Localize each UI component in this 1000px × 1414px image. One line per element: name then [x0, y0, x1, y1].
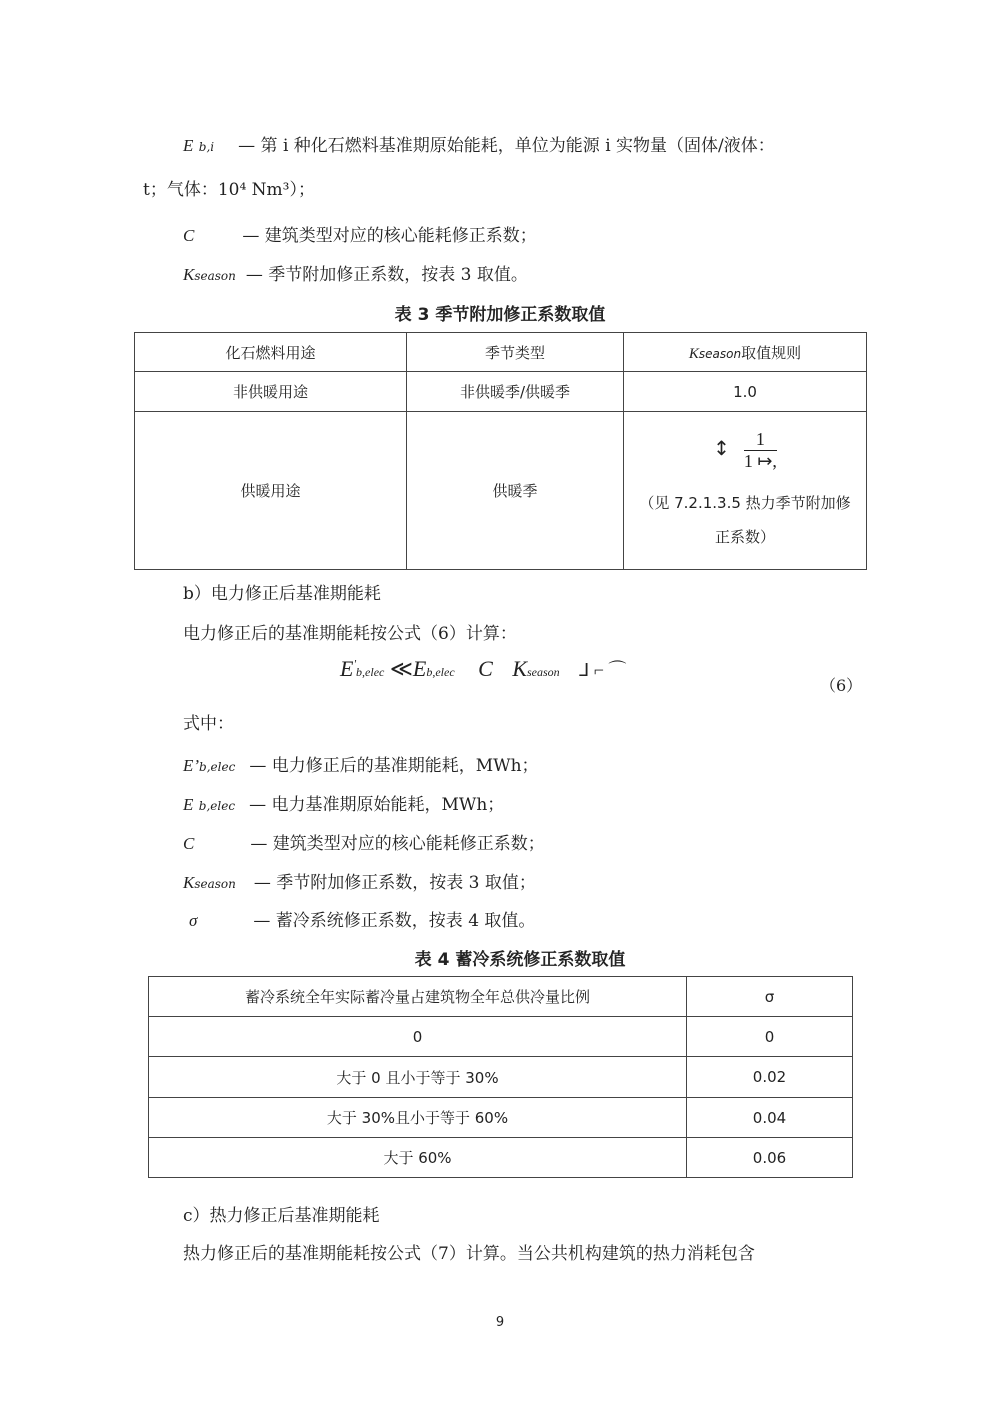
def-text: — 电力修正后的基准期能耗，MWh；	[249, 756, 539, 776]
cell: 0	[687, 1017, 853, 1057]
def-text: t；气体：10⁴ Nm³）；	[143, 180, 315, 200]
section-c-intro: 热力修正后的基准期能耗按公式（7）计算。当公共机构建筑的热力消耗包含	[183, 1244, 755, 1264]
cell: 供暖用途	[135, 412, 407, 570]
formula-tail: ⅃ ⌐ ⌒	[579, 660, 627, 680]
cell: 0.06	[687, 1138, 853, 1178]
header-cell	[624, 333, 867, 372]
table3	[134, 332, 867, 570]
subscript: season	[194, 269, 236, 283]
def-e-prime	[183, 751, 539, 776]
symbol: C	[183, 834, 195, 853]
subscript: b,i	[198, 140, 215, 154]
cell	[624, 412, 867, 570]
def-text: — 季节附加修正系数，按表 3 取值。	[245, 265, 528, 285]
table4	[148, 976, 853, 1178]
def-text: — 蓄冷系统修正系数，按表 4 取值。	[253, 911, 536, 931]
section-b-intro: 电力修正后的基准期能耗按公式（6）计算：	[183, 624, 517, 644]
superscript: '	[353, 656, 357, 671]
cell: 大于 0 且小于等于 30%	[149, 1057, 687, 1098]
symbol: K	[183, 265, 195, 284]
subscript: season	[698, 346, 742, 361]
formula	[624, 429, 866, 472]
numerator: 1	[744, 429, 777, 451]
table4-title: 表 4 蓄冷系统修正系数取值	[414, 950, 626, 970]
def-e-bi	[183, 131, 775, 156]
header-cell: 蓄冷系统全年实际蓄冷量占建筑物全年总供冷量比例	[149, 977, 687, 1017]
symbol: C	[478, 656, 493, 681]
def-continuation	[143, 175, 315, 200]
table-header-row	[135, 333, 867, 372]
header-text: 取值规则	[741, 343, 802, 362]
section-b-heading: b）电力修正后基准期能耗	[183, 584, 381, 604]
def-e-elec	[183, 790, 504, 815]
table-row	[149, 1098, 853, 1138]
where-label: 式中：	[183, 714, 234, 734]
symbol: E’	[183, 756, 200, 775]
symbol: K	[183, 873, 195, 892]
cell: 供暖季	[407, 412, 624, 570]
def-c	[183, 221, 537, 246]
def-text: — 第 i 种化石燃料基准期原始能耗，单位为能源 i 实物量（固体/液体：	[238, 136, 775, 156]
cell: 1.0	[624, 372, 867, 412]
header-cell: 季节类型	[407, 333, 624, 372]
symbol: E	[412, 656, 427, 681]
def-text: — 电力基准期原始能耗，MWh；	[249, 795, 505, 815]
operator: ≪	[389, 656, 413, 681]
symbol: K	[688, 345, 699, 362]
header-cell: 化石燃料用途	[135, 333, 407, 372]
table-row	[149, 1017, 853, 1057]
subscript: b,elec	[426, 665, 455, 679]
cell: 非供暖季/供暖季	[407, 372, 624, 412]
subscript: b,elec	[356, 665, 385, 679]
formula-symbol: ↕	[713, 436, 730, 460]
symbol: E	[183, 136, 194, 155]
table-row	[149, 1057, 853, 1098]
cell: 0.02	[687, 1057, 853, 1098]
def-sigma	[189, 906, 535, 931]
page-number: 9	[495, 1315, 505, 1330]
cell-note: （见 7.2.1.3.5 热力季节附加修	[639, 494, 851, 512]
table-row	[149, 1138, 853, 1178]
symbol: E	[183, 795, 194, 814]
denominator: 1 ↦,	[743, 451, 777, 471]
def-text: — 季节附加修正系数，按表 3 取值；	[253, 873, 536, 893]
symbol: E	[340, 656, 354, 681]
table-row	[135, 372, 867, 412]
cell: 大于 30%且小于等于 60%	[149, 1098, 687, 1138]
equation-number: （6）	[820, 676, 863, 695]
fraction	[744, 429, 777, 472]
cell: 大于 60%	[149, 1138, 687, 1178]
symbol: σ	[189, 911, 198, 930]
def-c2	[183, 829, 545, 854]
table-row	[135, 412, 867, 570]
cell-note: 正系数）	[714, 528, 775, 546]
section-c-heading: c）热力修正后基准期能耗	[183, 1206, 380, 1226]
subscript: b,elec	[199, 760, 236, 774]
cell: 0.04	[687, 1098, 853, 1138]
symbol: C	[183, 226, 195, 245]
subscript: b,elec	[198, 799, 236, 813]
def-text: — 建筑类型对应的核心能耗修正系数；	[250, 834, 545, 854]
formula-6	[340, 656, 626, 682]
def-text: — 建筑类型对应的核心能耗修正系数；	[242, 226, 537, 246]
def-kseason2	[183, 868, 536, 893]
def-kseason	[183, 260, 528, 285]
subscript: season	[527, 665, 560, 679]
cell: 非供暖用途	[135, 372, 407, 412]
header-cell: σ	[687, 977, 853, 1017]
cell: 0	[149, 1017, 687, 1057]
subscript: season	[194, 877, 236, 891]
symbol: K	[512, 656, 528, 681]
table-header-row	[149, 977, 853, 1017]
table3-title: 表 3 季节附加修正系数取值	[394, 305, 606, 325]
